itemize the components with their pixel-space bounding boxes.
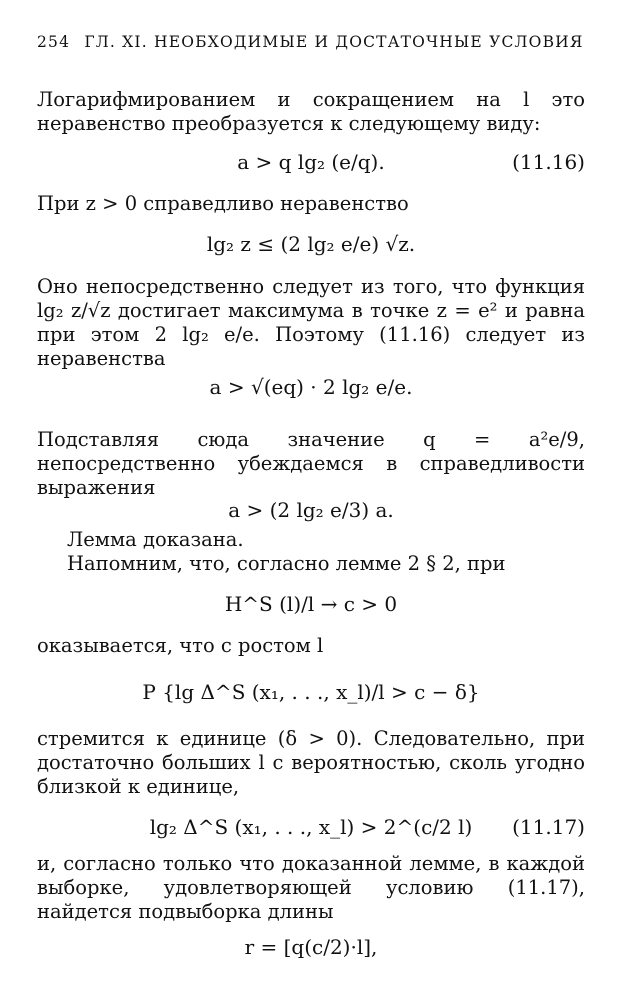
running-title: ГЛ. XI. НЕОБХОДИМЫЕ И ДОСТАТОЧНЫЕ УСЛОВИЯ xyxy=(84,33,584,51)
equation-a-final: a > (2 lg₂ e/3) a. xyxy=(228,498,394,522)
paragraph-8: стремится к единице (δ > 0). Следовательно, при достаточно больших l с вероятностью, сколь угодно близкой к единице, xyxy=(37,727,585,798)
page-number: 254 xyxy=(37,33,71,51)
paragraph-6: Напомним, что, согласно лемме 2 § 2, при xyxy=(67,552,506,575)
equation-probability: P {lg Δ^S (x₁, . . ., x_l)/l > c − δ} xyxy=(142,680,480,704)
equation-11-16: a > q lg₂ (e/q). xyxy=(237,150,385,174)
running-header xyxy=(37,33,585,51)
equation-11-17: lg₂ Δ^S (x₁, . . ., x_l) > 2^(c/2 l) xyxy=(149,815,473,839)
paragraph-1: Логарифмированием и сокращением на l это неравенство преобразуется к следующему виду: xyxy=(37,88,585,135)
paragraph-3: Оно непосредственно следует из того, что функция lg₂ z/√z достигает максимума в точке z = e² и равна при этом 2 lg₂ e/e. Поэтому (11.16) следует из неравенства xyxy=(37,275,585,370)
paragraph-7: оказывается, что с ростом l xyxy=(37,634,324,657)
paragraph-2: При z > 0 справедливо неравенство xyxy=(37,192,409,215)
equation-subsample-length: r = [q(c/2)·l], xyxy=(244,935,378,959)
paragraph-9: и, согласно только что доказанной лемме, в каждой выборке, удовлетворяющей условию (11.17), найдется подвыборка длины xyxy=(37,852,585,923)
equation-label-11-17: (11.17) xyxy=(512,815,585,839)
equation-entropy-limit: H^S (l)/l → c > 0 xyxy=(224,592,398,616)
equation-a-bound: a > √(eq) · 2 lg₂ e/e. xyxy=(209,375,413,399)
equation-inequality-z: lg₂ z ≤ (2 lg₂ e/e) √z. xyxy=(206,232,416,256)
equation-label-11-16: (11.16) xyxy=(512,150,585,174)
paragraph-lemma-proved: Лемма доказана. xyxy=(67,528,244,551)
paragraph-4: Подставляя сюда значение q = a²e/9, непосредственно убеждаемся в справедливости выражения xyxy=(37,428,585,499)
